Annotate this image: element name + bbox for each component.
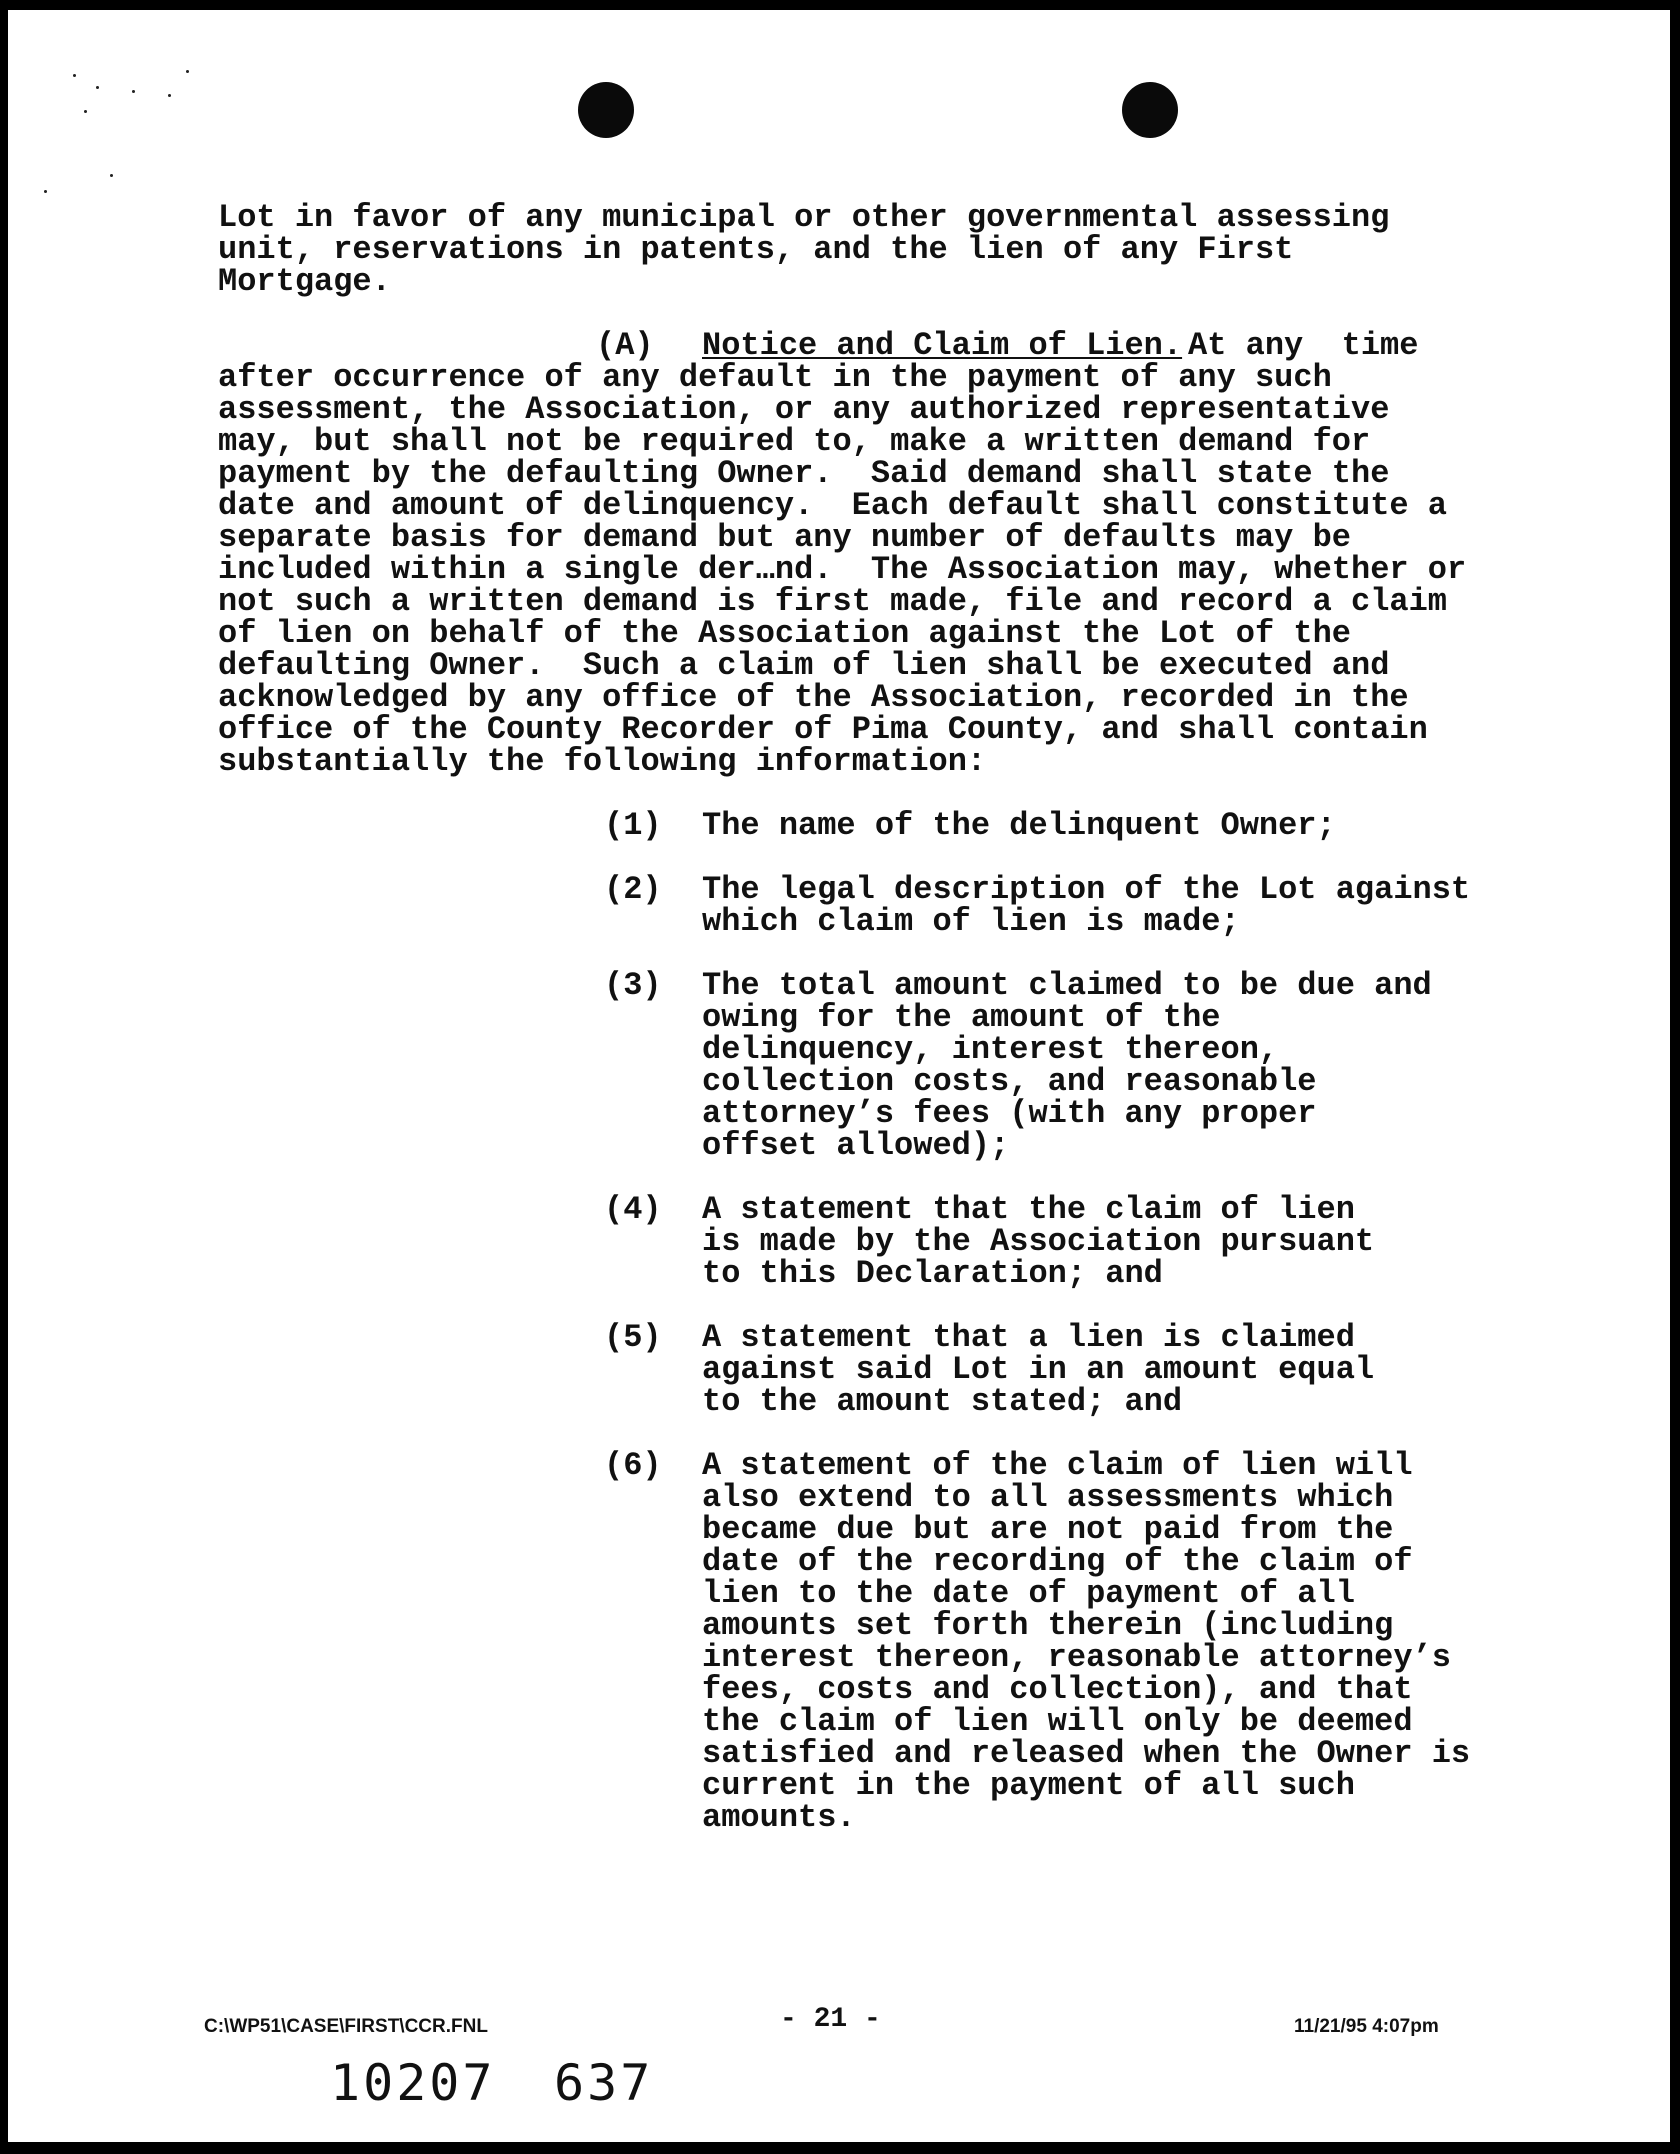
section-line: date and amount of delinquency. Each default shall constitute a [218, 487, 1447, 524]
section-line: assessment, the Association, or any authorized representative [218, 391, 1390, 428]
list-item-line: lien to the date of payment of all [702, 1575, 1355, 1612]
list-item-line: collection costs, and reasonable [702, 1063, 1317, 1100]
intro-line: Lot in favor of any municipal or other governmental assessing [218, 199, 1390, 236]
section-line: separate basis for demand but any number of defaults may be [218, 519, 1351, 556]
list-item-line: fees, costs and collection), and that [702, 1671, 1413, 1708]
list-item-line: amounts set forth therein (including [702, 1607, 1394, 1644]
section-line: office of the County Recorder of Pima County, and shall contain [218, 711, 1428, 748]
scan-speck [44, 190, 47, 193]
recording-page-number: 637 [554, 2054, 654, 2112]
footer-file-path: C:\WP51\CASE\FIRST\CCR.FNL [204, 2016, 488, 2037]
list-item-line: interest thereon, reasonable attorney’s [702, 1639, 1451, 1676]
list-item-line: A statement that the claim of lien [702, 1191, 1355, 1228]
list-item-line: The name of the delinquent Owner; [702, 807, 1336, 844]
list-item-number: (3) [604, 967, 662, 1004]
recording-book-number: 10207 [330, 2054, 496, 2112]
list-item-line: satisfied and released when the Owner is [702, 1735, 1471, 1772]
list-item-line: amounts. [702, 1799, 856, 1836]
list-item-line: delinquency, interest thereon, [702, 1031, 1279, 1068]
section-line: acknowledged by any office of the Association, recorded in the [218, 679, 1409, 716]
section-line: after occurrence of any default in the payment of any such [218, 359, 1332, 396]
list-item-line: attorney’s fees (with any proper [702, 1095, 1317, 1132]
intro-line: Mortgage. [218, 263, 391, 300]
document-page [8, 10, 1670, 2142]
section-line: defaulting Owner. Such a claim of lien shall be executed and [218, 647, 1390, 684]
list-item-number: (5) [604, 1319, 662, 1356]
section-first-line-tail: At any time [1188, 327, 1419, 364]
list-item-line: date of the recording of the claim of [702, 1543, 1413, 1580]
punch-hole-left [578, 82, 634, 138]
list-item-number: (2) [604, 871, 662, 908]
list-item-line: The total amount claimed to be due and [702, 967, 1432, 1004]
scan-speck [186, 70, 189, 73]
list-item-line: offset allowed); [702, 1127, 1010, 1164]
section-line: included within a single der…nd. The Association may, whether or [218, 551, 1467, 588]
scan-speck [168, 94, 171, 97]
section-line: may, but shall not be required to, make a written demand for [218, 423, 1371, 460]
list-item-number: (4) [604, 1191, 662, 1228]
scan-speck [84, 110, 87, 113]
list-item-line: also extend to all assessments which [702, 1479, 1394, 1516]
list-item-line: against said Lot in an amount equal [702, 1351, 1375, 1388]
list-item-number: (1) [604, 807, 662, 844]
list-item-line: became due but are not paid from the [702, 1511, 1394, 1548]
list-item-line: current in the payment of all such [702, 1767, 1355, 1804]
section-line: of lien on behalf of the Association against the Lot of the [218, 615, 1351, 652]
footer-page-number: - 21 - [780, 2004, 881, 2035]
list-item-line: which claim of lien is made; [702, 903, 1240, 940]
section-line: substantially the following information: [218, 743, 987, 780]
punch-hole-right [1122, 82, 1178, 138]
list-item-line: to the amount stated; and [702, 1383, 1183, 1420]
section-marker: (A) [596, 327, 654, 364]
section-line: not such a written demand is first made, file and record a claim [218, 583, 1447, 620]
scan-speck [132, 90, 135, 93]
list-item-number: (6) [604, 1447, 662, 1484]
list-item-line: is made by the Association pursuant [702, 1223, 1375, 1260]
footer-datetime: 11/21/95 4:07pm [1294, 2016, 1439, 2037]
section-heading: Notice and Claim of Lien. [702, 327, 1183, 364]
list-item-line: The legal description of the Lot against [702, 871, 1471, 908]
scan-speck [73, 74, 76, 77]
list-item-line: A statement that a lien is claimed [702, 1319, 1355, 1356]
list-item-line: A statement of the claim of lien will [702, 1447, 1413, 1484]
list-item-line: owing for the amount of the [702, 999, 1221, 1036]
list-item-line: the claim of lien will only be deemed [702, 1703, 1413, 1740]
scan-speck [96, 86, 99, 89]
scan-speck [110, 174, 113, 177]
section-line: payment by the defaulting Owner. Said demand shall state the [218, 455, 1390, 492]
intro-line: unit, reservations in patents, and the lien of any First [218, 231, 1294, 268]
list-item-line: to this Declaration; and [702, 1255, 1163, 1292]
